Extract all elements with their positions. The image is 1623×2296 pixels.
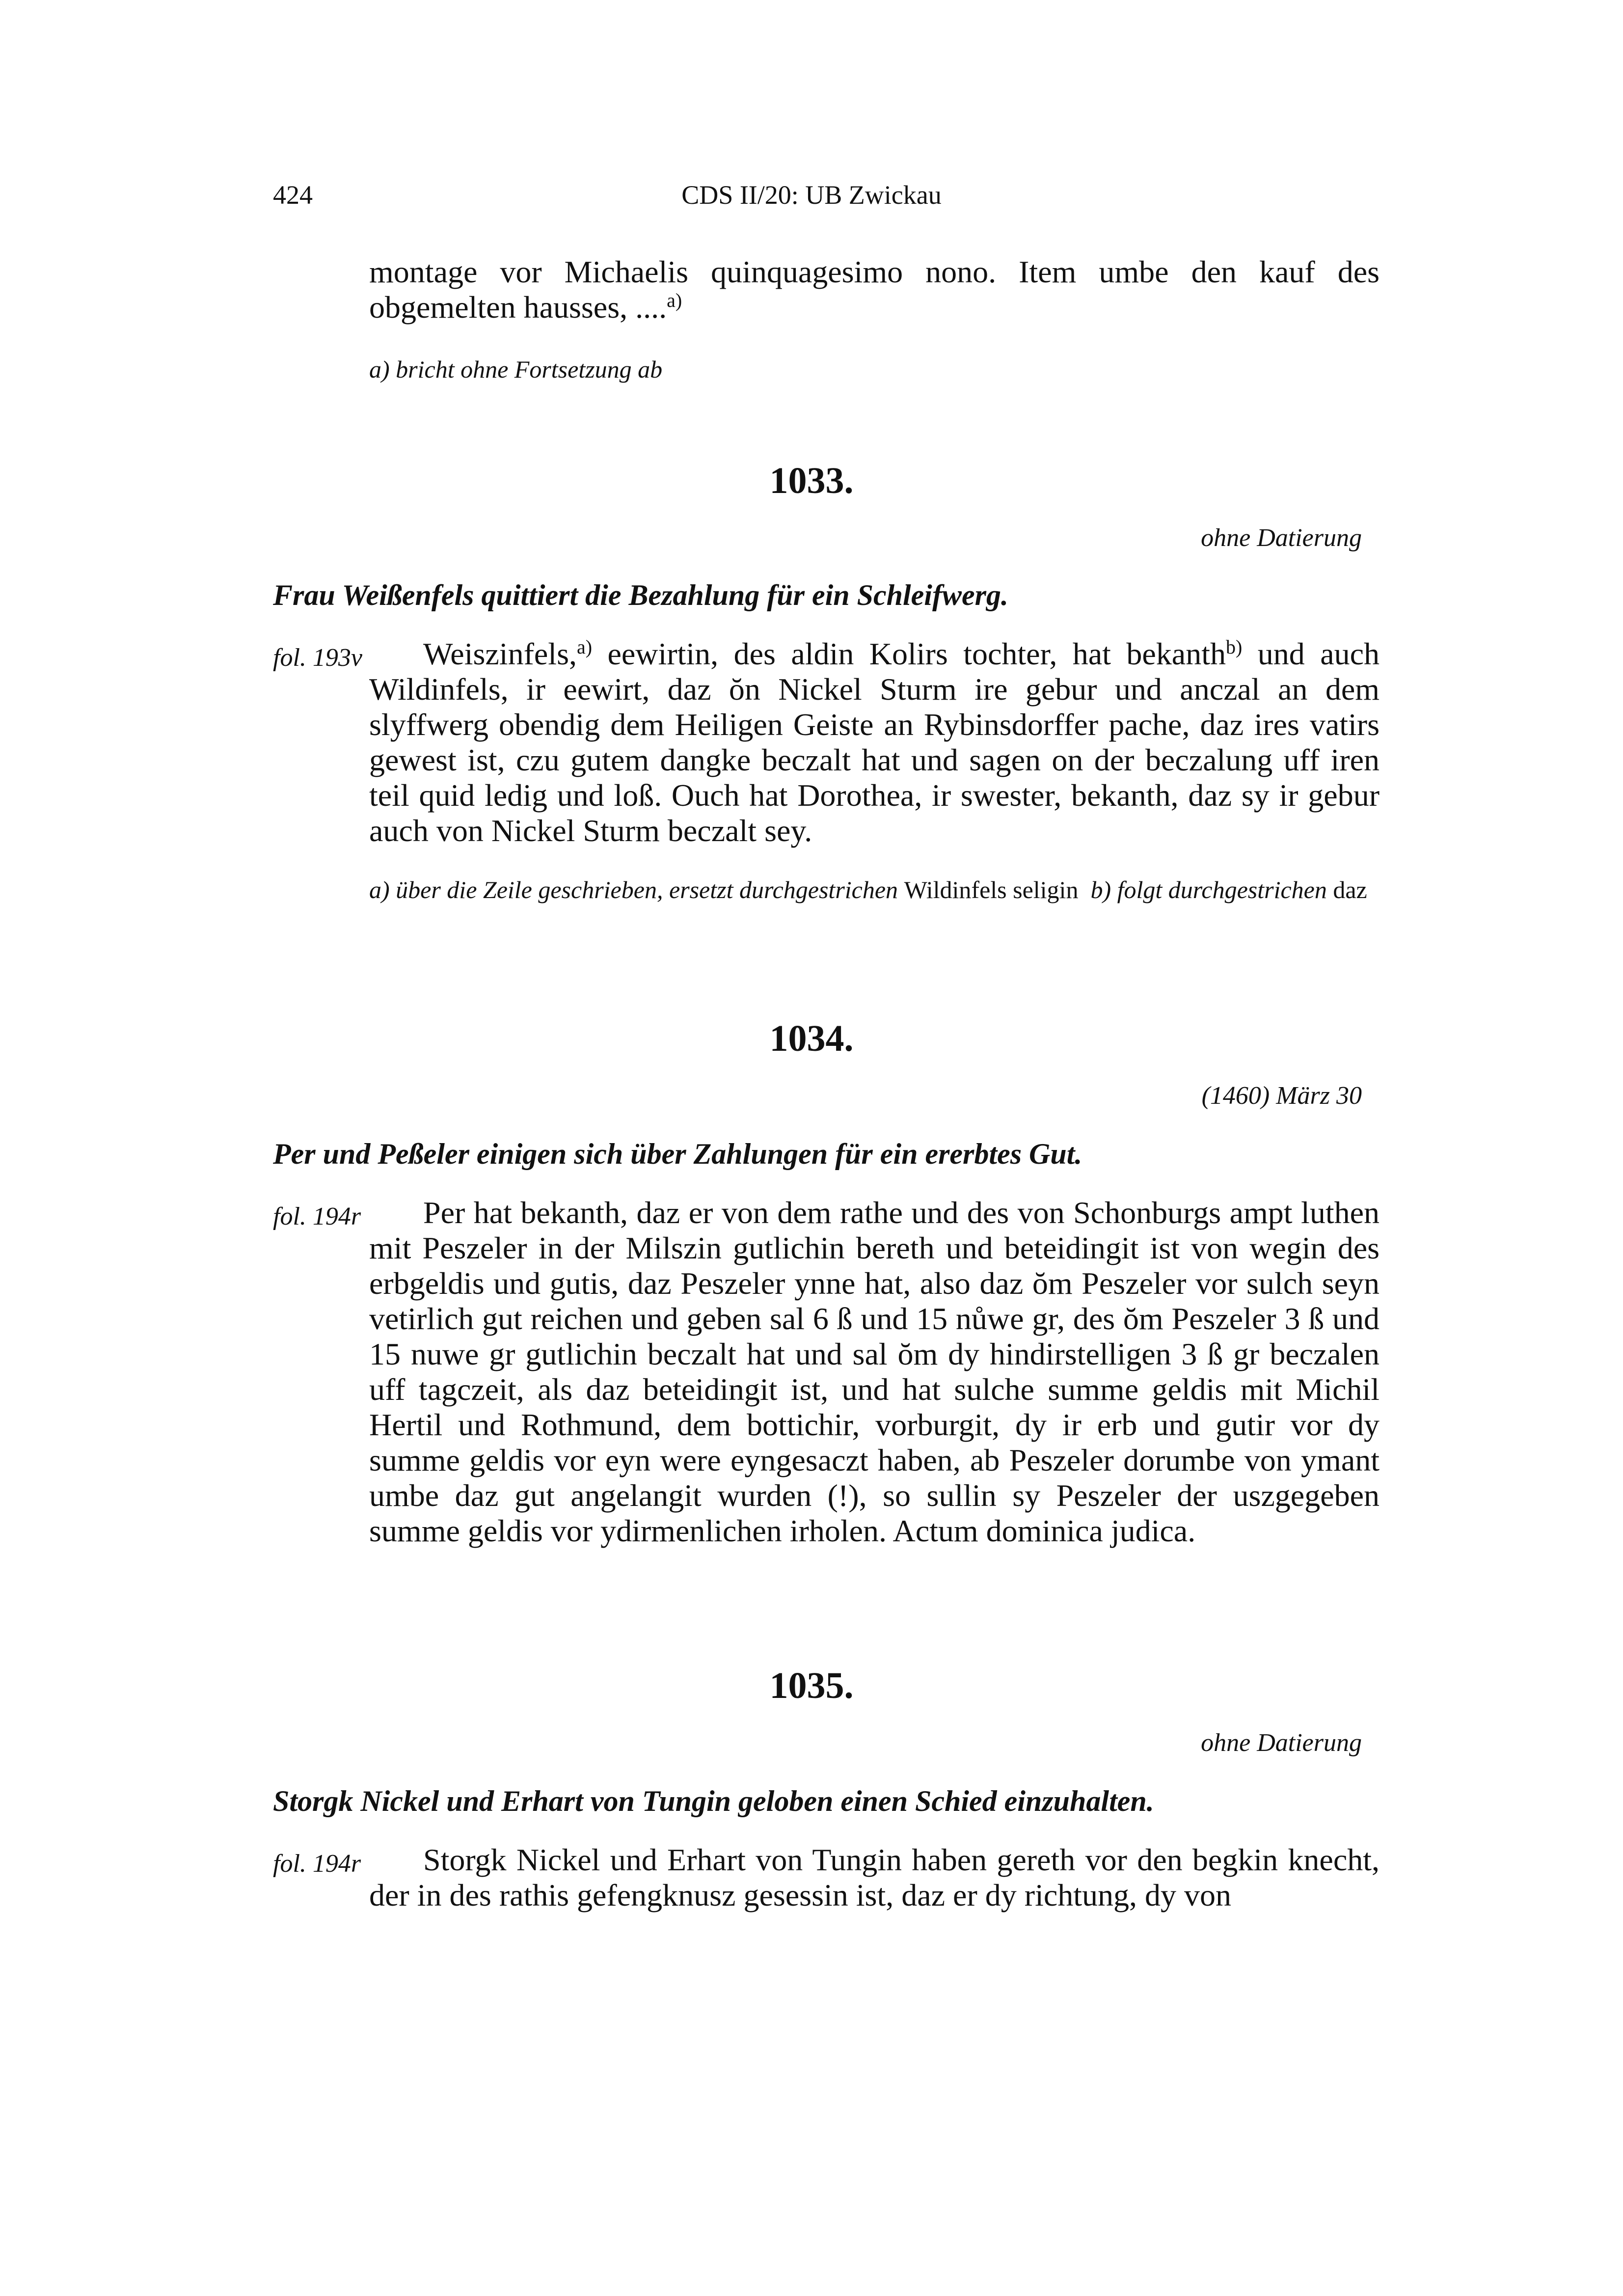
entry-dating: ohne Datierung [1201, 1729, 1362, 1757]
entry-regest: Per und Peßeler einigen sich über Zahlungen für ein ererbtes Gut. [273, 1138, 1082, 1170]
footnote-marker: a) [667, 289, 682, 311]
entry-regest: Storgk Nickel und Erhart von Tungin geloben einen Schied einzuhalten. [273, 1785, 1154, 1817]
footnote [369, 872, 1380, 907]
entry-text: Per hat bekanth, daz er von dem rathe und des von Schonburgs ampt luthen mit Peszeler in der Milszin gutlichin bereth und beteidingit ist von wegin des erbgeldis und gutis, daz Peszeler ynne hat, also daz ŏm Peszeler vor sulch seyn vetirlich gut reichen und geben sal 6 ß und 15 nůwe gr, des ŏm Peszeler 3 ß und 15 nuwe gr gutlichin beczalt hat und sal ŏm dy hindirstelligen 3 ß gr beczalen uff tagczeit, als daz beteidingit ist, und hat sulche summe geldis mit Michil Hertil und Rothmund, dem bottichir, vorburgit, dy ir erb und gutir vor dy summe geldis vor eyn were eyngesaczt haben, ab Peszeler dorumbe von ymant umbe daz gut angelangit wurden (!), so sullin sy Peszeler der uszgegeben summe geldis vor ydirmenlichen irholen. Actum dominica judica. [369, 1195, 1380, 1548]
entry-number: 1034. [769, 1018, 854, 1059]
carryover-paragraph [369, 254, 1380, 325]
entry-text [369, 636, 1380, 848]
running-head: CDS II/20: UB Zwickau [681, 180, 942, 210]
entry-number: 1035. [769, 1665, 854, 1706]
entry-dating: ohne Datierung [1201, 524, 1362, 552]
carryover-text: montage vor Michaelis quinquagesimo nono. Item umbe den kauf des obgemelten hausses, .... [369, 254, 1380, 325]
folio-reference: fol. 194r [273, 1850, 361, 1878]
footnote-text: a) über die Zeile geschrieben, ersetzt durchgestrichen [369, 876, 898, 903]
entry-dating: (1460) März 30 [1201, 1082, 1362, 1110]
entry-text: Storgk Nickel und Erhart von Tungin haben gereth vor den begkin knecht, der in des rathis gefengknusz gesessin ist, daz er dy richtung, dy von [369, 1842, 1380, 1913]
folio-reference: fol. 193v [273, 644, 362, 672]
entry-text-part: Weiszinfels, [423, 636, 577, 671]
footnote-quoted-word: Wildinfels seligin [904, 876, 1079, 903]
footnote: a) bricht ohne Fortsetzung ab [369, 355, 663, 383]
entry-number: 1033. [769, 460, 854, 501]
folio-reference: fol. 194r [273, 1203, 361, 1230]
footnote-marker: b) [1225, 636, 1243, 658]
footnote-text: b) folgt durchgestrichen [1090, 876, 1327, 903]
footnote-marker: a) [576, 636, 593, 658]
footnote-quoted-word: daz [1333, 876, 1367, 903]
entry-text-part: eewirtin, des aldin Kolirs tochter, hat bekanth [592, 636, 1226, 671]
page-number: 424 [273, 180, 313, 210]
entry-text-part: und auch Wildinfels, ir eewirt, daz ŏn Nickel Sturm ire gebur und anczal an dem slyffwerg obendig dem Heiligen Geiste an Rybinsdorffer pache, daz ires vatirs gewest ist, czu gutem dangke beczalt hat und sagen on der beczalung uff iren teil quid ledig und loß. Ouch hat Dorothea, ir swester, bekanth, daz sy ir gebur auch von Nickel Sturm beczalt sey. [369, 636, 1380, 848]
entry-regest: Frau Weißenfels quittiert die Bezahlung für ein Schleifwerg. [273, 579, 1008, 611]
